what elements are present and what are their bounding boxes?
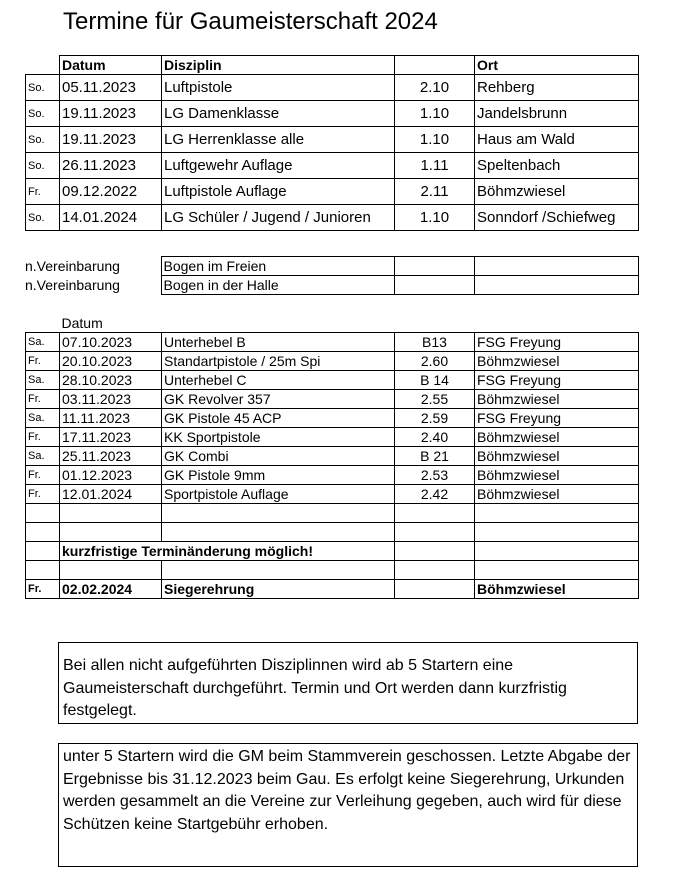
page-title: Termine für Gaumeisterschaft 2024	[63, 8, 438, 35]
weekday-cell: Fr.	[26, 466, 60, 485]
table-row	[26, 333, 639, 352]
ort-cell: Haus am Wald	[475, 127, 639, 153]
discipline-cell: Luftgewehr Auflage	[162, 153, 395, 179]
discipline-cell: Bogen in der Halle	[161, 276, 394, 295]
weekday-cell: So.	[26, 127, 60, 153]
date-cell: 03.11.2023	[60, 390, 162, 409]
discipline-cell: Luftpistole	[162, 75, 395, 101]
date-cell: 07.10.2023	[60, 333, 162, 352]
table-row	[26, 466, 639, 485]
discipline-cell: Bogen im Freien	[161, 257, 394, 276]
code-cell: B13	[395, 333, 475, 352]
empty-row	[26, 561, 639, 580]
ort-cell: Böhmzwiesel	[475, 466, 639, 485]
weekday-cell: Fr.	[26, 390, 60, 409]
discipline-cell: GK Revolver 357	[162, 390, 395, 409]
table-row	[26, 205, 639, 231]
code-cell: 2.42	[395, 485, 475, 504]
code-cell: 2.59	[395, 409, 475, 428]
table-row	[26, 127, 639, 153]
table-row	[26, 485, 639, 504]
table-row	[26, 428, 639, 447]
ort-cell: Böhmzwiesel	[475, 179, 639, 205]
code-cell: 2.53	[395, 466, 475, 485]
bogen-table	[25, 256, 639, 295]
code-cell: 2.40	[395, 428, 475, 447]
ort-cell: Speltenbach	[475, 153, 639, 179]
weekday-cell: Fr.	[26, 352, 60, 371]
ort-cell: Böhmzwiesel	[475, 447, 639, 466]
ort-cell: Rehberg	[475, 75, 639, 101]
award-ceremony-row	[26, 580, 639, 599]
date-cell: 11.11.2023	[60, 409, 162, 428]
weekday-cell: So.	[26, 205, 60, 231]
date-cell: 20.10.2023	[60, 352, 162, 371]
discipline-cell: Luftpistole Auflage	[162, 179, 395, 205]
ort-cell: Jandelsbrunn	[475, 101, 639, 127]
second-schedule-table	[25, 314, 639, 599]
weekday-cell: Fr.	[26, 580, 60, 599]
ort-cell: Böhmzwiesel	[475, 580, 639, 599]
date-cell: 26.11.2023	[60, 153, 162, 179]
discipline-cell: KK Sportpistole	[162, 428, 395, 447]
weekday-cell: Fr.	[26, 179, 60, 205]
weekday-cell: Fr.	[26, 485, 60, 504]
table-row	[26, 352, 639, 371]
weekday-cell: Sa.	[26, 409, 60, 428]
code-cell: 1.11	[395, 153, 475, 179]
code-cell: 1.10	[395, 205, 475, 231]
code-cell: B 21	[395, 447, 475, 466]
weekday-cell: Fr.	[26, 428, 60, 447]
date-cell: 02.02.2024	[60, 580, 162, 599]
table-row	[25, 276, 638, 295]
date-cell: 09.12.2022	[60, 179, 162, 205]
date-cell: 25.11.2023	[60, 447, 162, 466]
discipline-cell: GK Combi	[162, 447, 395, 466]
table-row	[26, 371, 639, 390]
discipline-cell: Sportpistole Auflage	[162, 485, 395, 504]
discipline-cell: LG Damenklasse	[162, 101, 395, 127]
table-row	[26, 447, 639, 466]
date-cell: 12.01.2024	[60, 485, 162, 504]
header-ort: Ort	[475, 56, 639, 75]
ort-cell: Böhmzwiesel	[475, 485, 639, 504]
code-cell: 2.10	[395, 75, 475, 101]
code-cell: 2.11	[395, 179, 475, 205]
weekday-cell: Sa.	[26, 371, 60, 390]
ort-cell: Böhmzwiesel	[475, 352, 639, 371]
weekday-cell: Sa.	[26, 333, 60, 352]
date-cell: 19.11.2023	[60, 127, 162, 153]
table-row	[26, 101, 639, 127]
discipline-cell: LG Herrenklasse alle	[162, 127, 395, 153]
header-datum: Datum	[61, 315, 103, 331]
date-cell: 19.11.2023	[60, 101, 162, 127]
table-row	[26, 390, 639, 409]
discipline-cell: Siegerehrung	[162, 580, 395, 599]
date-cell: 14.01.2024	[60, 205, 162, 231]
table-row	[26, 179, 639, 205]
ort-cell: FSG Freyung	[475, 333, 639, 352]
ort-cell: Sonndorf /Schiefweg	[475, 205, 639, 231]
table-row	[26, 409, 639, 428]
date-cell: 28.10.2023	[60, 371, 162, 390]
table-header-row	[26, 314, 639, 333]
discipline-cell: GK Pistole 9mm	[162, 466, 395, 485]
ort-cell: FSG Freyung	[475, 409, 639, 428]
change-notice: kurzfristige Terminänderung möglich!	[60, 542, 395, 561]
date-cell: 05.11.2023	[60, 75, 162, 101]
code-cell: 1.10	[395, 127, 475, 153]
code-cell: 2.60	[395, 352, 475, 371]
weekday-cell: Sa.	[26, 447, 60, 466]
weekday-cell: So.	[26, 153, 60, 179]
header-disziplin: Disziplin	[162, 56, 395, 75]
table-header-row	[26, 56, 639, 75]
table-row	[26, 153, 639, 179]
empty-row	[26, 504, 639, 523]
ort-cell: Böhmzwiesel	[475, 428, 639, 447]
table-row	[26, 75, 639, 101]
weekday-cell: So.	[26, 75, 60, 101]
table-row	[25, 257, 638, 276]
empty-row	[26, 523, 639, 542]
discipline-cell: LG Schüler / Jugend / Junioren	[162, 205, 395, 231]
discipline-cell: GK Pistole 45 ACP	[162, 409, 395, 428]
header-datum: Datum	[60, 56, 162, 75]
discipline-cell: Unterhebel C	[162, 371, 395, 390]
ort-cell: Böhmzwiesel	[475, 390, 639, 409]
note-box-2: unter 5 Startern wird die GM beim Stammverein geschossen. Letzte Abgabe der Ergebnisse bis 31.12.2023 beim Gau. Es erfolgt keine Siegerehrung, Urkunden werden gesammelt an die Vereine zur Verleihung gegeben, auch wird für diese Schützen keine Startgebühr erhoben.	[58, 743, 638, 867]
notice-row	[26, 542, 639, 561]
code-cell: B 14	[395, 371, 475, 390]
discipline-cell: Standartpistole / 25m Spi	[162, 352, 395, 371]
arrangement-cell: n.Vereinbarung	[25, 277, 120, 293]
discipline-cell: Unterhebel B	[162, 333, 395, 352]
arrangement-cell: n.Vereinbarung	[25, 258, 120, 274]
date-cell: 01.12.2023	[60, 466, 162, 485]
ort-cell: FSG Freyung	[475, 371, 639, 390]
main-schedule-table	[25, 55, 639, 231]
weekday-cell: So.	[26, 101, 60, 127]
code-cell: 1.10	[395, 101, 475, 127]
code-cell: 2.55	[395, 390, 475, 409]
note-box-1: Bei allen nicht aufgeführten Disziplinnen wird ab 5 Startern eine Gaumeisterschaft durchgeführt. Termin und Ort werden dann kurzfristig festgelegt.	[58, 642, 638, 724]
date-cell: 17.11.2023	[60, 428, 162, 447]
